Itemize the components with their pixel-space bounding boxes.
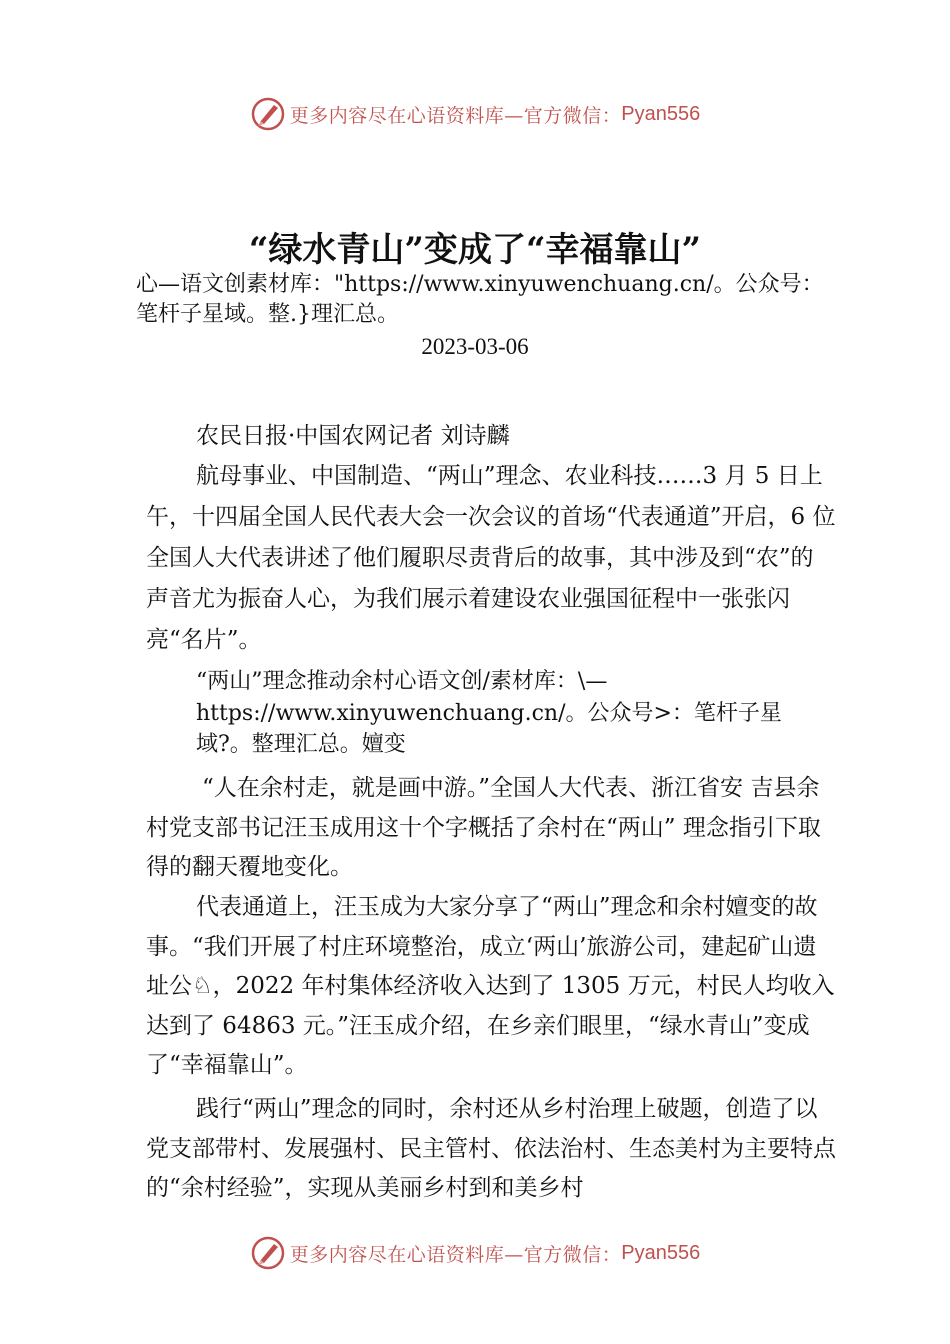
- paragraph-1: 航母事业、中国制造、“两山”理念、农业科技……3 月 5 日上午，十四届全国人民代表大会一次会议的首场“代表通道”开启，6 位全国人大代表讲述了他们履职尽责背后的故事，其中涉及到“农”的声音尤为振奋人心，为我们展示着建设农业强国征程中一张张闪亮“名片”。: [146, 463, 836, 653]
- source-note: 心—语文创素材库："https://www.xinyuwenchuang.cn/。公众号：笔杆子星域。整.}理汇总。: [136, 272, 824, 327]
- publish-date: 2023-03-06: [421, 334, 529, 359]
- footer-banner: [0, 1233, 950, 1273]
- pen-logo-icon: [250, 96, 286, 132]
- article-title: “绿水青山”变成了“幸福靠山”: [248, 230, 702, 270]
- paragraph-3: 代表通道上，汪玉成为大家分享了“两山”理念和余村嬗变的故事。“我们开展了村庄环境整治，成立‘两山’旅游公司，建起矿山遗址公♘，2022 年村集体经济收入达到了 1305 万元，村民人均收入达到了 64863 元。”汪玉成介绍，在乡亲们眼里，“绿水青山”变成了“幸福靠山”。: [146, 894, 835, 1078]
- pen-logo-icon: [250, 1235, 286, 1271]
- header-banner: [0, 94, 950, 134]
- banner-text: 更多内容尽在心语资料库—官方微信：: [289, 1243, 622, 1266]
- paragraph-4: 践行“两山”理念的同时，余村还从乡村治理上破题，创造了以党支部带村、发展强村、民主管村、依法治村、生态美村为主要特点的“余村经验”，实现从美丽乡村到和美乡村: [146, 1096, 836, 1201]
- byline: 农民日报·中国农网记者 刘诗麟: [196, 423, 510, 449]
- paragraph-2: “人在余村走，就是画中游。”全国人大代表、浙江省安 吉县余村党支部书记汪玉成用这十个字概括了余村在“两山” 理念指引下取得的翻天覆地变化。: [146, 775, 821, 880]
- wechat-id: Pyan556: [621, 102, 701, 125]
- section-subhead: “两山”理念推动余村心语文创/素材库：\—https://www.xinyuwenchuang.cn/。公众号>：笔杆子星域?。整理汇总。嬗变: [196, 669, 782, 757]
- banner-text: 更多内容尽在心语资料库—官方微信：: [289, 104, 622, 127]
- wechat-id: Pyan556: [621, 1241, 701, 1264]
